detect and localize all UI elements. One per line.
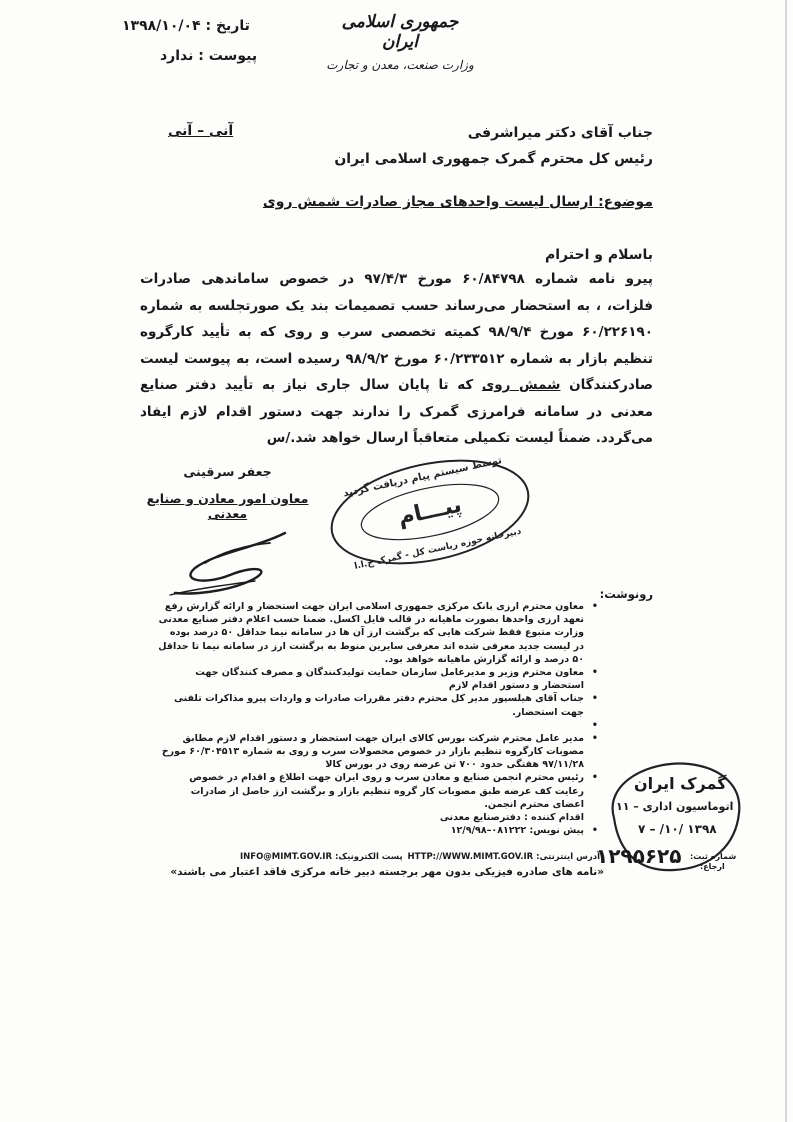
attachment-value: ندارد <box>160 48 194 64</box>
stamp-bottom-text: دبیرخانه حوزه ریاست کل - گمرک ج.ا.ا <box>353 526 523 570</box>
footer-web-link[interactable]: HTTP://WWW.MIMT.GOV.IR <box>407 852 534 862</box>
body-highlight: شمش روی <box>481 377 561 393</box>
stamp-center-text: پیـــام <box>395 492 464 531</box>
ministry-logo <box>325 12 475 72</box>
signer-name: جعفر سرقینی <box>183 464 272 479</box>
customs-referral-label: ارجاع: <box>700 862 725 871</box>
subject-label: موضوع: <box>598 194 653 210</box>
logo-ministry: وزارت صنعت، معدن و تجارت <box>326 58 474 72</box>
body-text-2: که تا پایان سال جاری نیاز به تأیید دفتر صنایع معدنی در سامانه فرامرزی گمرک را ندارند جهت دستور اقدام لازم ایفاد می‌گردد. ضمناً لیست تکمیلی متعاقباً ارسال خواهد شد./س <box>140 377 653 446</box>
footer-web-label: آدرس اینترنتی: <box>536 852 600 862</box>
footer-web <box>408 852 600 862</box>
recipient-title: رئیس کل محترم گمرک جمهوری اسلامی ایران <box>334 151 653 167</box>
action-by: اقدام کننده : دفترصنایع معدنی <box>439 812 584 824</box>
date-line <box>122 18 250 34</box>
signature-block <box>135 464 320 603</box>
scan-edge-shadow <box>785 0 787 1122</box>
footer-note: «نامه های صادره فیزیکی بدون مهر برجسته دبیر خانه مرکزی فاقد اعتبار می باشند» <box>170 866 604 878</box>
footer-contact <box>240 852 600 862</box>
customs-stamp <box>594 758 744 873</box>
body-paragraph <box>140 266 653 452</box>
date-value: ۱۳۹۸/۱۰/۰۴ <box>122 18 201 34</box>
subject-text: ارسال لیست واحدهای مجاز صادرات شمش روی <box>262 194 594 210</box>
attachment-line <box>160 48 257 64</box>
cc-item: • مدیر عامل محترم شرکت بورس کالای ایران جهت استحضار و دستور اقدام لازم مطابق مصوبات کارگروه تنظیم بازار در خصوص محصولات سرب و روی به شماره ۶۰/۳۰۴۵۱۳ مورخ ۹۷/۱۱/۲۸ هفتگی حدود ۷۰۰ تن عرضه روی در بورس کالا <box>158 732 598 772</box>
urgency-label: آنی – آنی <box>168 123 234 139</box>
body-text-1: پیرو نامه شماره ۶۰/۸۴۷۹۸ مورخ ۹۷/۴/۳ در خصوص ساماندهی صادرات فلزات، ، به استحضار می‌رساند حسب تصمیمات بند یک صورتجلسه به شماره ۶۰/۲۲۶۱۹۰ مورخ ۹۸/۹/۴ کمیته تخصصی سرب و روی که به تأیید کارگروه تنظیم بازار به شماره ۶۰/۲۳۳۵۱۲ مورخ ۹۸/۹/۲ رسیده است، به پیوست لیست صادرکنندگان <box>140 271 654 393</box>
cc-item: • جناب آقای هیلسپور مدیر کل محترم دفتر مقررات صادرات و واردات پیرو مذاکرات تلفنی جهت استحضار. <box>158 692 598 718</box>
attachment-label: پیوست : <box>198 48 258 64</box>
received-stamp <box>323 455 538 570</box>
signer-title: معاون امور معادن و صنایع معدنی <box>146 491 309 521</box>
logo-country: جمهوری اسلامی ایران <box>341 12 459 52</box>
footer-email-link[interactable]: INFO@MIMT.GOV.IR <box>240 852 333 862</box>
cc-item: • معاون محترم ارزی بانک مرکزی جمهوری اسلامی ایران جهت استحضار و ارائه گزارش رفع تعهد ارزی واحدها بصورت ماهیانه در قالب فایل اکسل. ضمنا حسب اعلام دفتر صنایع معدنی وزارت متبوع فقط شرکت هایی که برگشت ارز آن ها در سامانه نیما حداقل ۵۰ درصد بوده در لیست جدید معرفی شده اند معرفی سایرین منوط به برگشت ارز در سامانه نیما تا حداقل ۵۰ درصد و ارائه گزارش ماهیانه خواهد بود. <box>158 600 598 666</box>
received-stamp-graphic <box>323 455 538 570</box>
cc-item-empty <box>158 719 598 732</box>
recipient-name: جناب آقای دکتر میراشرفی <box>467 125 653 141</box>
footer-email <box>240 852 403 862</box>
customs-subtitle: اتوماسیون اداری – ۱۱ <box>616 800 734 813</box>
customs-number-label: شماره ثبت: <box>690 852 737 861</box>
stamp-ring-text: توسط سیستم پیام دریافت گردید <box>342 455 503 500</box>
cc-item: • معاون محترم وزیر و مدیرعامل سازمان حمایت تولیدکنندگان و مصرف کنندگان جهت استحضار و دستور اقدام لازم <box>158 666 598 692</box>
draft-note: • پیش نویس: ۰۸۱۲۲۲–۱۲/۹/۹۸ <box>158 824 598 837</box>
customs-title: گمرک ایران <box>634 774 727 793</box>
subject-line <box>263 194 653 210</box>
customs-number: ۱۲۹۵۶۲۵ <box>596 844 682 868</box>
greeting: باسلام و احترام <box>545 247 653 263</box>
cc-item: • رئیس محترم انجمن صنایع و معادن سرب و روی ایران جهت اطلاع و اقدام در خصوص رعایت کف عرضه طبق مصوبات کار گروه تنظیم بازار و برگشت ارز حاصل از صادرات اعضای محترم انجمن. <box>158 771 598 811</box>
footer-email-label: پست الکترونیک: <box>335 852 403 862</box>
date-label: تاریخ : <box>205 18 250 34</box>
customs-date: ۱۳۹۸ /۱۰/ – ۷ <box>638 822 717 836</box>
cc-title: رونوشت: <box>599 587 653 601</box>
cc-list <box>158 600 598 837</box>
handwritten-signature <box>135 523 320 603</box>
